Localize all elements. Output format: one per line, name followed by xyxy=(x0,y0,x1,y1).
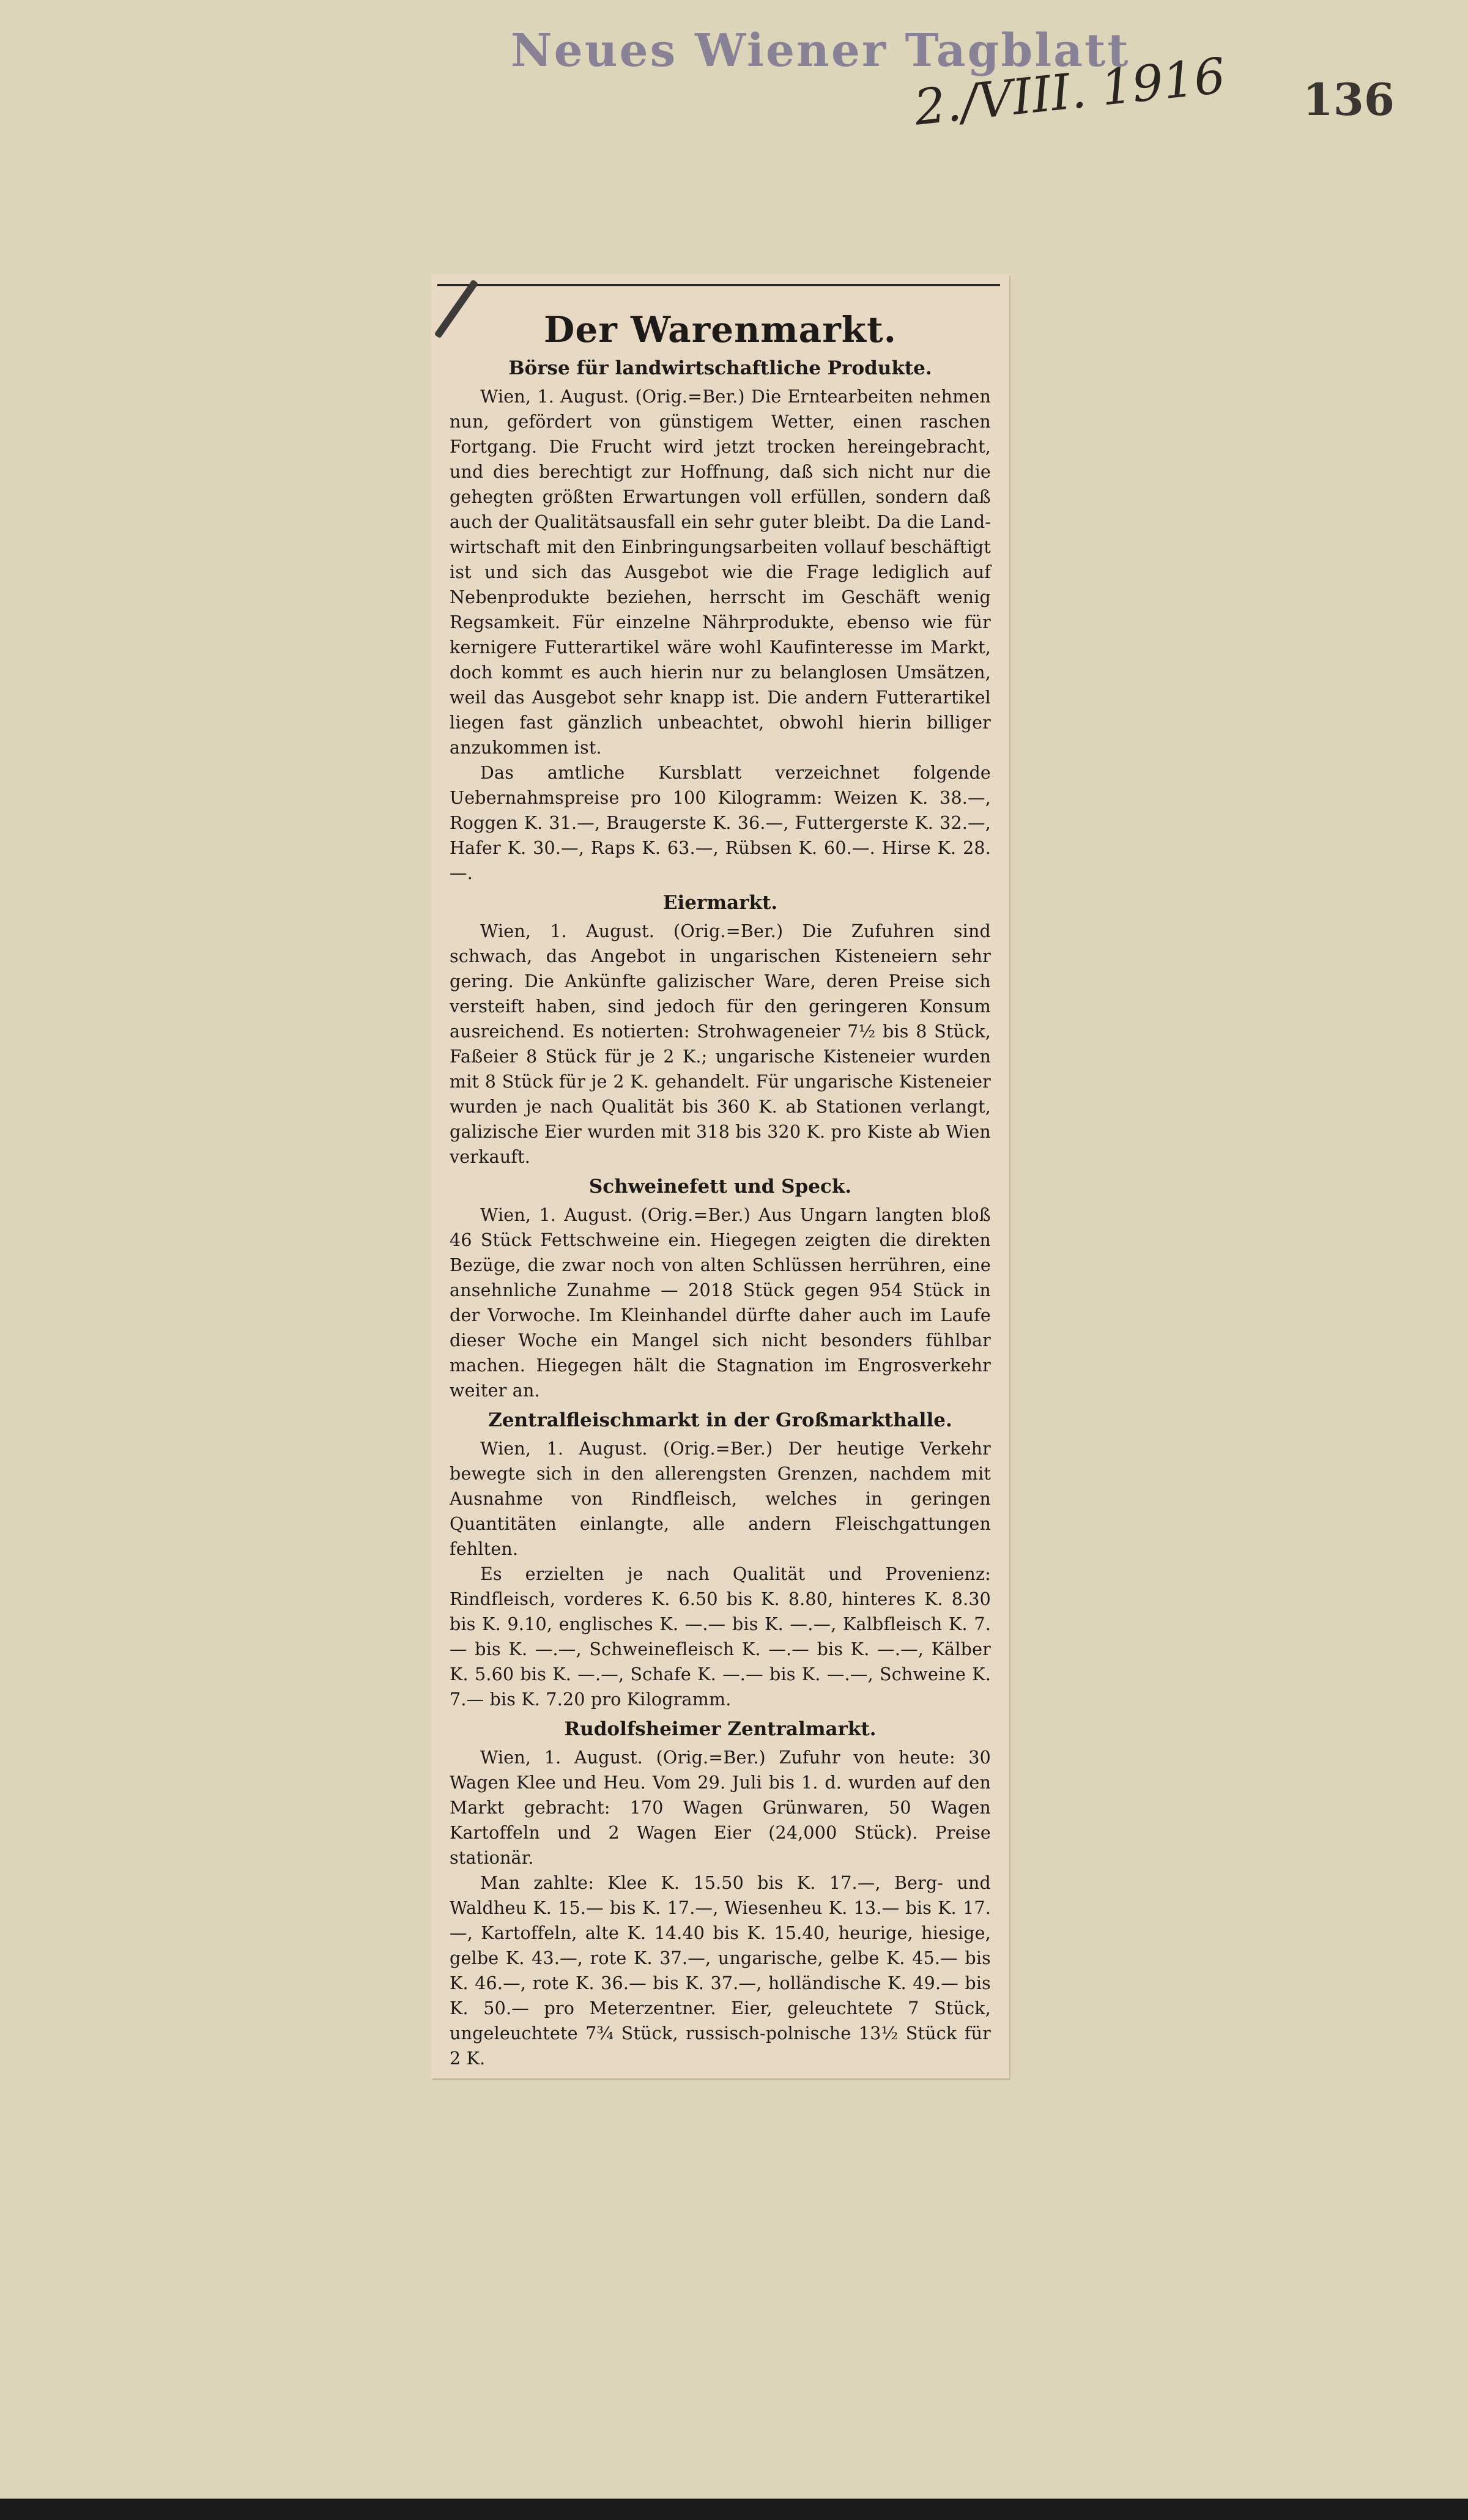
newspaper-name-stamp: Neues Wiener Tagblatt xyxy=(511,24,1130,77)
section-boerse xyxy=(450,354,991,886)
paragraph: Das amtliche Kursblatt verzeichnet folgende Uebernahmspreise pro 100 Kilogramm: Weizen K. 38.—, Roggen K. 31.—, Braugerste K. 36.—, Futtergerste K. 32.—, Hafer K. 30.—, Raps K. 63.—, Rübsen K. 60.—. Hirse K. 28.—. xyxy=(450,763,991,883)
newspaper-clipping xyxy=(431,274,1009,2078)
top-rule xyxy=(437,284,1000,286)
section-zentralfleischmarkt xyxy=(450,1406,991,1712)
paragraph: Wien, 1. August. (Orig.=Ber.) Aus Ungarn langten bloß 46 Stück Fettschweine ein. Hiegegen zeigten die direkten Bezüge, die zwar noch von alten Schlüssen herrühren, eine ansehnliche Zunahme — 2018 Stück gegen 954 Stück in der Vorwoche. Im Kleinhandel dürfte daher auch im Laufe dieser Woche ein Mangel sich nicht besonders fühlbar machen. Hiegegen hält die Stagnation im Engrosverkehr weiter an. xyxy=(450,1205,991,1401)
section-schweinefett xyxy=(450,1172,991,1403)
section-title: Schweinefett und Speck. xyxy=(588,1176,852,1198)
paragraph: Man zahlte: Klee K. 15.50 bis K. 17.—, Berg- und Waldheu K. 15.— bis K. 17.—, Wiesenheu K. 13.— bis K. 17.—, Kartoffeln, alte K. 14.40 bis K. 15.40, heurige, hiesige, gelbe K. 43.—, rote K. 37.—, ungarische, gelbe K. 45.— bis K. 46.—, rote K. 36.— bis K. 37.—, holländische K. 49.— bis K. 50.— pro Meterzentner. Eier, geleuchtete 7 Stück, ungeleuchtete 7¾ Stück, russisch-polnische 13½ Stück für 2 K. xyxy=(450,1873,991,2069)
sheet-bottom-edge xyxy=(0,2499,1468,2520)
handwritten-date: 2./VIII. 1916 xyxy=(911,46,1228,136)
section-title: Zentralfleischmarkt in der Großmarkthalle. xyxy=(488,1409,952,1431)
section-title: Eiermarkt. xyxy=(662,892,778,914)
article-headline: Der Warenmarkt. xyxy=(544,309,897,350)
paragraph: Wien, 1. August. (Orig.=Ber.) Die Erntearbeiten nehmen nun, gefördert von günstigem Wetter, einen raschen Fortgang. Die Frucht wird jetzt trocken hereingebracht, und dies berechtigt zur Hoffnung, daß sich nicht nur die gehegten größten Erwartungen voll erfüllen, sondern daß auch der Qualitätsausfall ein sehr guter bleibt. Da die Landwirtschaft mit den Einbringungsarbeiten vollauf beschäftigt ist und sich das Ausgebot wie die Frage lediglich auf Nebenprodukte beziehen, herrscht im Geschäft wenig Regsamkeit. Für einzelne Nährprodukte, ebenso wie für kernigere Futterartikel wäre wohl Kaufinteresse im Markt, doch kommt es auch hierin nur zu belanglosen Umsätzen, weil das Ausgebot sehr knapp ist. Die andern Futterartikel liegen fast gänzlich unbeachtet, obwohl hierin billiger anzukommen ist. xyxy=(450,387,991,758)
paragraph: Wien, 1. August. (Orig.=Ber.) Der heutige Verkehr bewegte sich in den allerengsten Grenzen, nachdem mit Ausnahme von Rindfleisch, welches in geringen Quantitäten einlangte, alle andern Fleischgattungen fehlten. xyxy=(450,1439,991,1559)
section-rudolfsheimer xyxy=(450,1714,991,2071)
paragraph: Es erzielten je nach Qualität und Provenienz: Rindfleisch, vorderes K. 6.50 bis K. 8.80, hinteres K. 8.30 bis K. 9.10, englisches K. —.— bis K. —.—, Kalbfleisch K. 7.— bis K. —.—, Schweinefleisch K. —.— bis K. —.—, Kälber K. 5.60 bis K. —.—, Schafe K. —.— bis K. —.—, Schweine K. 7.— bis K. 7.20 pro Kilogramm. xyxy=(450,1564,991,1710)
paragraph: Wien, 1. August. (Orig.=Ber.) Zufuhr von heute: 30 Wagen Klee und Heu. Vom 29. Juli bis 1. d. wurden auf den Markt gebracht: 170 Wagen Grünwaren, 50 Wagen Kartoffeln und 2 Wagen Eier (24,000 Stück). Preise stationär. xyxy=(450,1747,991,1868)
paragraph: Wien, 1. August. (Orig.=Ber.) Die Zufuhren sind schwach, das Angebot in ungarischen Kisteneiern sehr gering. Die Ankünfte galizischer Ware, deren Preise sich versteift haben, sind jedoch für den geringeren Konsum ausreichend. Es notierten: Strohwageneier 7½ bis 8 Stück, Faßeier 8 Stück für je 2 K.; ungarische Kisteneier wurden mit 8 Stück für je 2 K. gehandelt. Für ungarische Kisteneier wurden je nach Qualität bis 360 K. ab Stationen verlangt, galizische Eier wurden mit 318 bis 320 K. pro Kiste ab Wien verkauft. xyxy=(450,921,991,1167)
page-number: 136 xyxy=(1302,73,1395,125)
section-title: Börse für landwirtschaftliche Produkte. xyxy=(508,357,932,379)
section-title: Rudolfsheimer Zentralmarkt. xyxy=(564,1718,877,1740)
section-eiermarkt xyxy=(450,888,991,1169)
